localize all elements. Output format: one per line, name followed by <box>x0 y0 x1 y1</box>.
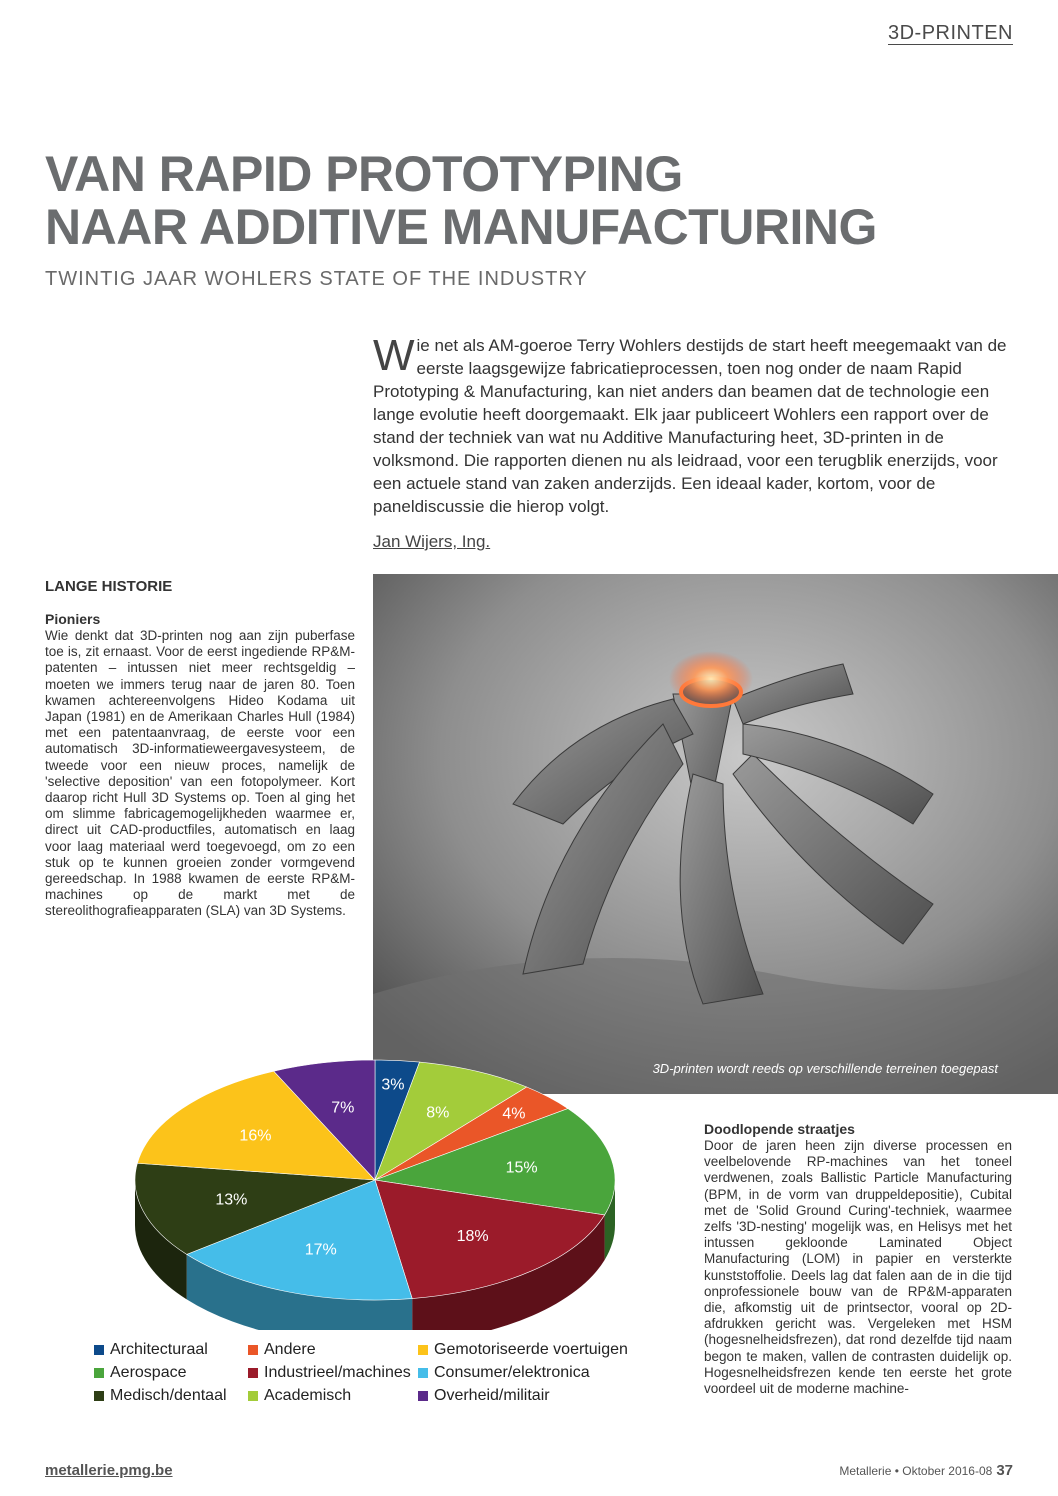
pie-label-aerospace: 15% <box>505 1159 538 1177</box>
legend-label: Gemotoriseerde voertuigen <box>434 1341 628 1358</box>
legend-swatch <box>94 1368 104 1378</box>
pie-label-consumer-elektronica: 17% <box>304 1241 337 1259</box>
photo-caption: 3D-printen wordt reeds op verschillende terreinen toegepast <box>652 1061 998 1076</box>
legend-swatch <box>418 1345 428 1355</box>
chart-legend <box>94 1341 674 1405</box>
author-byline[interactable]: Jan Wijers, Ing. <box>373 532 491 551</box>
turbine-photo <box>373 574 1058 1094</box>
legend-swatch <box>248 1368 258 1378</box>
doodlopende-text: Door de jaren heen zijn diverse processen en veelbelovende RP-machines van het toneel verdwenen, zoals Ballistic Particle Manufacturing (BPM, in de vorm van druppeldepositie), Cubital met de 'Solid Ground Curing'-techniek, waarmee zelfs '3D-nesting' mogelijk was, en Helisys met het intussen gekloonde Laminated Object Manufacturing (LOM) in papier en versterkte kunststoffolie. Deels lag dat falen aan de in die tijd onprofessionele bouw van de RP&M-apparaten die, afkomstig uit de printsector, vooral op 2D-afdrukken gericht was. Vergeleken met HSM (hogesnelheidsfrezen), dat rond dezelfde tijd naam begon te maken, vallen de contrasten duidelijk op. Hogesnelheidsfrezen kende ten eerste het grote voordeel uit de moderne machine- <box>704 1138 1012 1397</box>
left-column <box>45 578 355 920</box>
pie-label-gemotoriseerde-voertuigen: 16% <box>239 1127 272 1145</box>
legend-item <box>418 1341 648 1359</box>
legend-label: Andere <box>264 1341 316 1358</box>
pioniers-heading: Pioniers <box>45 611 101 627</box>
legend-label: Aerospace <box>110 1364 187 1381</box>
pie-label-architecturaal: 3% <box>381 1076 405 1094</box>
pie-chart-svg <box>130 1030 620 1330</box>
legend-swatch <box>248 1391 258 1401</box>
legend-item <box>248 1341 418 1359</box>
legend-item <box>94 1341 248 1359</box>
legend-swatch <box>94 1391 104 1401</box>
legend-item <box>418 1387 648 1405</box>
legend-label: Overheid/militair <box>434 1387 550 1404</box>
footer-issue <box>839 1462 1013 1479</box>
legend-swatch <box>248 1345 258 1355</box>
pie-label-overheid-militair: 7% <box>331 1099 355 1117</box>
section-heading: LANGE HISTORIE <box>45 578 173 595</box>
turbine-illustration <box>373 574 1058 1094</box>
right-column <box>704 1121 1012 1397</box>
legend-swatch <box>418 1391 428 1401</box>
legend-label: Industrieel/machines <box>264 1364 411 1381</box>
legend-label: Consumer/elektronica <box>434 1364 590 1381</box>
legend-item <box>248 1364 418 1382</box>
legend-item <box>94 1364 248 1382</box>
legend-label: Architecturaal <box>110 1341 208 1358</box>
pie-label-medisch-dentaal: 13% <box>215 1191 248 1209</box>
dropcap: W <box>373 331 415 380</box>
pie-label-industrieel-machines: 18% <box>456 1228 489 1246</box>
article-title <box>45 148 945 254</box>
intro-text: ie net als AM-goeroe Terry Wohlers destijds de start heeft meegemaakt van de eerste laagsgewijze fabricatieprocessen, toen nog onder de naam Rapid Prototyping & Manufacturing, kan niet anders dan beamen dat de technologie een lange evolutie heeft doorgemaakt. Elk jaar publiceert Wohlers een rapport over de stand der techniek van wat nu Additive Manufacturing heet, 3D-printen in de volksmond. Die rapporten dienen nu als leidraad, voor een terugblik enerzijds, voor een actuele stand van zaken anderzijds. Een ideaal kader, kortom, voor de paneldiscussie die hierop volgt. <box>373 336 1007 516</box>
doodlopende-heading: Doodlopende straatjes <box>704 1121 855 1137</box>
pioniers-text: Wie denkt dat 3D-printen nog aan zijn puberfase toe is, zit ernaast. Voor de eerst ingediende RP&M-patenten – intussen niet meer rechtsgeldig – moeten we immers terug naar de jaren 80. Toen kwamen achtereenvolgens Hideo Kodama uit Japan (1981) en de Amerikaan Charles Hull (1984) met een patentaanvraag, de eerste voor een automatisch 3D-informatieweergavesysteem, de tweede voor een nieuw proces, namelijk de 'selective deposition' van een fotopolymeer. Kort daarop richt Hull 3D Systems op. Toen al ging het om slimme fabricagemogelijkheden waarmee er, direct uit CAD-productfiles, automatisch en laag voor laag materiaal werd toegevoegd, om zo een stuk op te kunnen groeien zonder vormgevend gereedschap. In 1988 kwamen de eerste RP&M-machines op de markt met de stereolithografieapparaten (SLA) van 3D Systems. <box>45 628 355 919</box>
legend-item <box>418 1364 648 1382</box>
footer-site-link[interactable]: metallerie.pmg.be <box>45 1462 173 1479</box>
footer-issue-text: Metallerie • Oktober 2016-08 <box>839 1464 993 1478</box>
title-line-1: VAN RAPID PROTOTYPING <box>45 146 683 202</box>
legend-swatch <box>94 1345 104 1355</box>
pie-chart <box>130 1030 620 1330</box>
pie-label-andere: 4% <box>502 1105 526 1123</box>
article-subtitle: TWINTIG JAAR WOHLERS STATE OF THE INDUSTRY <box>45 268 588 290</box>
title-line-2: NAAR ADDITIVE MANUFACTURING <box>45 199 877 255</box>
legend-label: Academisch <box>264 1387 352 1404</box>
section-tag: 3D-PRINTEN <box>887 22 1013 44</box>
legend-swatch <box>418 1368 428 1378</box>
page-number: 37 <box>996 1462 1013 1479</box>
pie-label-academisch: 8% <box>426 1104 450 1122</box>
intro-paragraph <box>373 331 1013 518</box>
legend-item <box>94 1387 248 1405</box>
legend-label: Medisch/dentaal <box>110 1387 227 1404</box>
legend-item <box>248 1387 418 1405</box>
